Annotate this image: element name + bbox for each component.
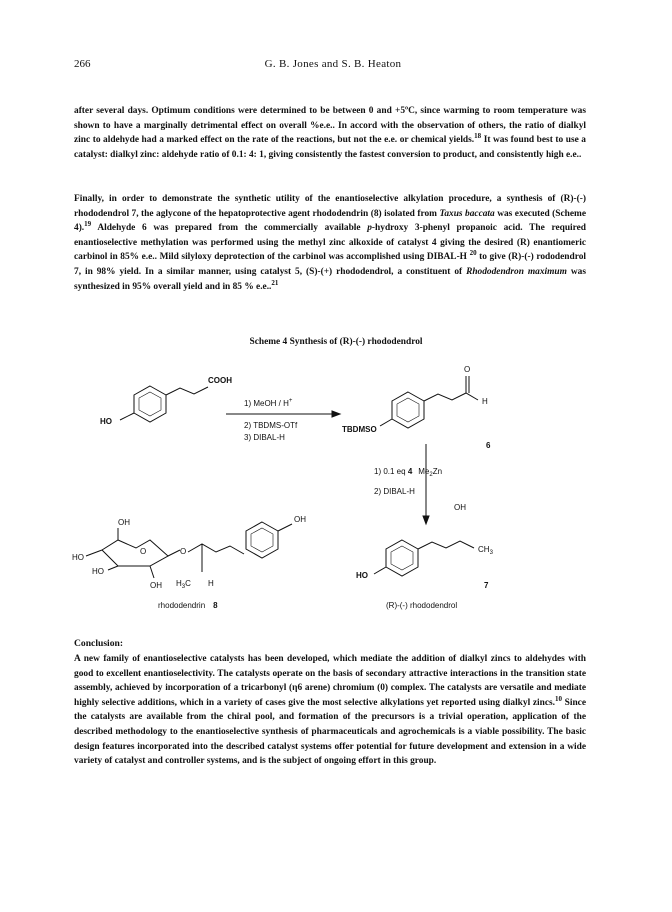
carbonyl-o-label: O	[464, 365, 471, 374]
ho-8a-label: HO	[72, 553, 84, 562]
aromatic-circle	[139, 392, 161, 416]
scheme-title: Scheme 4 Synthesis of (R)-(-) rhododendrol	[249, 337, 423, 347]
ho-7-label: HO	[356, 571, 368, 580]
paragraph-synthesis	[74, 192, 586, 294]
text: to give (R)-(-) rododendrol 7, in 98% yield. In a similar manner, using catalyst 5, (S)-(+) rhododendrol, a constituent of	[74, 252, 586, 277]
propanoic-chain	[166, 387, 208, 395]
oh-low-label: OH	[150, 581, 162, 590]
ch3-7-label: $CH_3$	[478, 545, 493, 556]
aromatic-circle	[397, 398, 419, 422]
citation-ref: 21	[271, 278, 279, 287]
citation-ref: 18	[474, 132, 482, 141]
step-1-label: 1) MeOH / H+	[244, 398, 293, 408]
aldehyde-chain	[424, 393, 478, 401]
text: It was found best to use a catalyst: dialkyl zinc: aldehyde ratio of 0.1: 4: 1, giving consistently the fastest conversion to product, and consistently high e.e..	[74, 135, 586, 160]
ho-label: HO	[100, 417, 112, 426]
species-name: Taxus baccata	[439, 208, 495, 219]
aromatic-circle	[251, 528, 273, 552]
ho-bond	[374, 567, 386, 574]
running-head: G. B. Jones and S. B. Heaton	[264, 58, 402, 70]
text: was synthesized in 95% overall yield and in 85 % e.e..	[74, 266, 586, 292]
tbdmso-bond	[380, 419, 392, 426]
compound-6-label: 6	[486, 441, 491, 450]
glycoside-o-label: O	[180, 547, 187, 556]
citation-ref: 19	[84, 220, 92, 229]
oh-bond	[150, 566, 154, 578]
aromatic-circle	[391, 546, 413, 570]
paragraph-conclusion	[74, 652, 586, 769]
aglycone-chain	[188, 544, 244, 554]
conclusion-heading: Conclusion:	[74, 638, 124, 649]
ho-8b-label: HO	[92, 567, 104, 576]
citation-ref: 20	[469, 249, 477, 258]
italic-prefix: p	[367, 223, 372, 234]
step-3-label: 3) DIBAL-H	[244, 433, 285, 442]
text: after several days. Optimum conditions were determined to be between 0 and +5ºC, since warming to room temperature was shown to have a marginally detrimental effect on overall %e.e.. In accord with the observation of others, the ratio of dialkyl zinc to aldehyde had a marked effect on the rate of the reactions, but not the e.e. or chemical yields.	[74, 106, 586, 146]
oh-ar-label: OH	[294, 515, 306, 524]
oh-ring-label: OH	[118, 518, 130, 527]
text: Finally, in order to demonstrate the synthetic utility of the enantioselective alkylation procedure, a synthesis of (R)-(-) rhododendrol 7, the aglycone of the hepatoprotective agent rhododendrin (8) isolated from	[74, 194, 586, 219]
compound-8-name: rhododendrin 8	[158, 601, 218, 610]
phenol-bond	[278, 524, 292, 531]
species-name: Rhododendron maximum	[466, 266, 567, 277]
arrow-head	[423, 516, 429, 524]
text: -hydroxy 3-phenyl propanoic acid. The required enantioselective methylation was performed using the methyl zinc alkoxide of catalyst 4 giving the desired (R) enantiomeric carbinol in 85% e.e.. Mild silyloxy deprotection of the carbinol was accomplished using DIBAL-H	[74, 223, 586, 263]
h3c-label: $H_3C$	[176, 579, 191, 590]
page-header	[74, 58, 592, 74]
text: A new family of enantioselective catalysts has been developed, which mediate the addition of dialkyl zincs to aldehydes with good to excellent enantioselectivity. The catalysts operate on the basis of secondary attractive interactions in the transition state assembly, achieved by incorporation of a tricarbonyl (η6 arene) chromium (0) complex. The catalysts are versatile and mediate highly selective additions, which in a variety of cases give the most selective alkylations yet reported using dialkyl zincs.	[74, 654, 586, 708]
arrow-head	[332, 411, 340, 417]
ho-bond	[120, 413, 134, 420]
aldehyde-h-label: H	[482, 397, 488, 406]
page-number: 266	[74, 58, 91, 70]
citation-ref: 10	[554, 694, 562, 703]
step-2-label: 2) TBDMS-OTf	[244, 421, 298, 430]
ho-bond	[108, 566, 118, 570]
ho-bond	[86, 550, 102, 556]
compound-7-name: (R)-(-) rhododendrol	[386, 601, 458, 610]
scheme-4-diagram	[0, 350, 672, 632]
ring-o-label: O	[140, 547, 147, 556]
h-label: H	[208, 579, 214, 588]
text: Aldehyde 6 was prepared from the commercially available	[91, 223, 368, 234]
oh-7-label: OH	[454, 503, 466, 512]
cooh-label: COOH	[208, 376, 232, 385]
text: was executed (Scheme 4).	[74, 208, 586, 234]
rhododendrol-chain	[418, 541, 474, 549]
text: Since the catalysts are available from the chiral pool, and formation of the precursors is a trivial operation, application of the described methodology to the enantioselective synthesis of pharmaceuticals and agrochemicals is a viable possibility. The basic design features incorporated into the described catalyst systems offer potential for future development and extension in a wide variety of catalyst and controller systems, and is the subject of ongoing effort in this group.	[74, 697, 586, 767]
step-b-label: 2) DIBAL-H	[374, 487, 415, 496]
step-a-label: 1) 0.1 eq 4 $Me_2Zn$	[374, 467, 443, 478]
tbdmso-label: TBDMSO	[342, 425, 377, 434]
compound-7-label: 7	[484, 581, 489, 590]
glucose-ring	[102, 540, 168, 566]
paragraph-conditions	[74, 104, 586, 162]
glycoside-bond	[168, 550, 180, 556]
